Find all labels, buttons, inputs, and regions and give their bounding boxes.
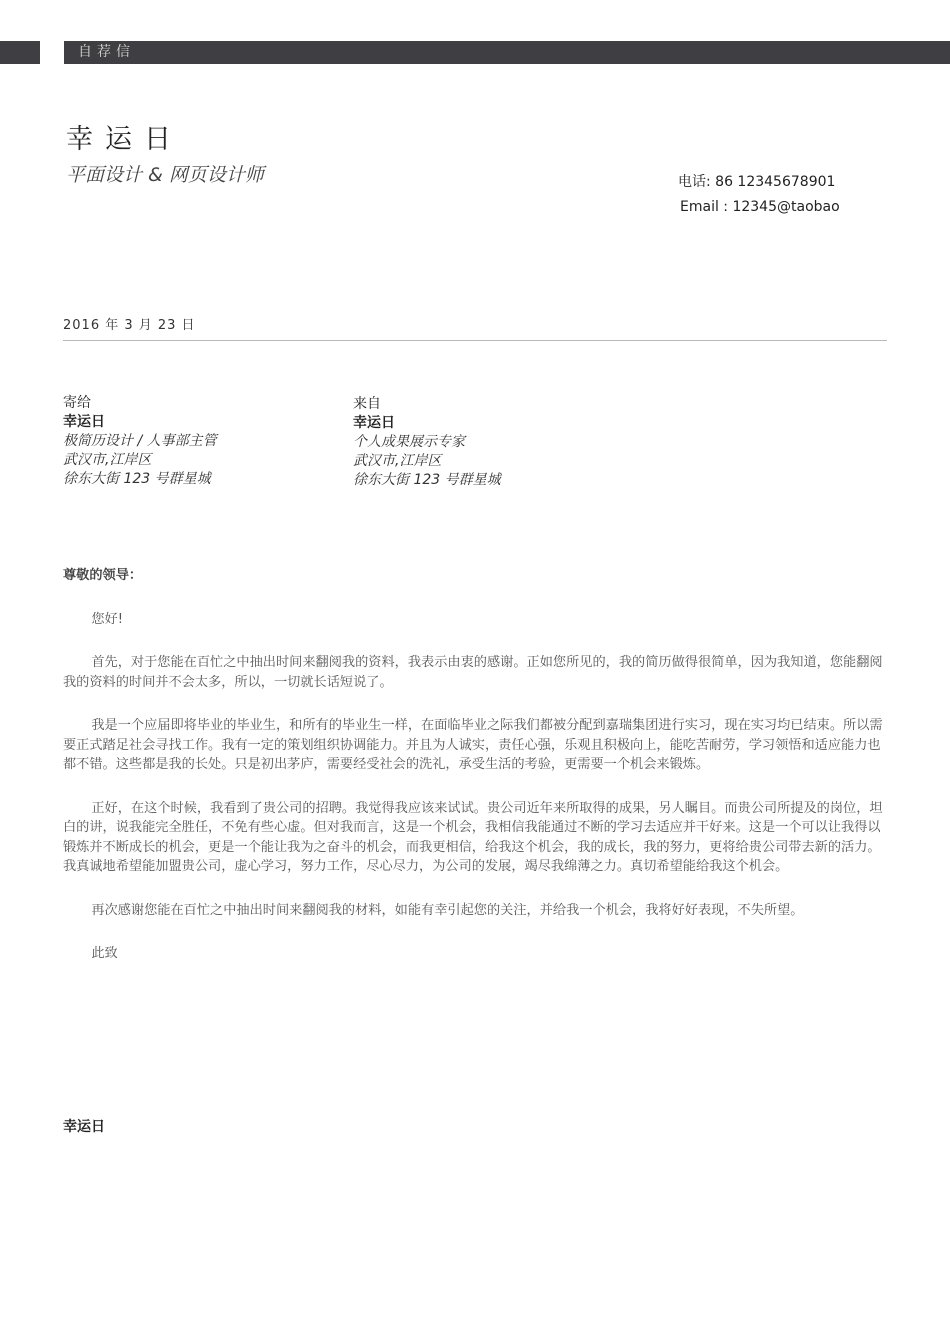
- recipient-city: 武汉市,江岸区: [63, 452, 152, 468]
- header-bar: [64, 41, 950, 64]
- letter-paragraph: 首先，对于您能在百忙之中抽出时间来翻阅我的资料，我表示由衷的感谢。正如您所见的，我的简历做得很简单，因为我知道，您能翻阅我的资料的时间并不会太多，所以，一切就长话短说了。: [63, 655, 883, 690]
- sender-block: [353, 395, 501, 490]
- date-divider: [63, 340, 887, 341]
- recipient-block: [63, 394, 217, 489]
- recipient-label: 寄给: [63, 395, 91, 411]
- recipient-name: 幸运日: [63, 414, 105, 430]
- letter-paragraph: 您好!: [91, 611, 124, 627]
- header-accent-block: [0, 41, 40, 64]
- applicant-name: 幸运日: [66, 124, 183, 155]
- sender-position: 个人成果展示专家: [353, 434, 465, 450]
- letter-body: [63, 566, 883, 964]
- sender-label: 来自: [353, 396, 381, 412]
- letter-signature: 幸运日: [63, 1119, 105, 1135]
- letter-paragraph: 再次感谢您能在百忙之中抽出时间来翻阅我的材料，如能有幸引起您的关注，并给我一个机会，我将好好表现，不失所望。: [91, 902, 804, 918]
- sender-city: 武汉市,江岸区: [353, 453, 442, 469]
- letter-closing: 此致: [91, 946, 118, 961]
- contact-email: Email : 12345@taobao: [680, 199, 840, 215]
- sender-street: 徐东大街 123 号群星城: [353, 472, 501, 488]
- recipient-street: 徐东大街 123 号群星城: [63, 471, 211, 487]
- recipient-position: 极简历设计 / 人事部主管: [63, 433, 217, 449]
- letter-paragraph: 我是一个应届即将毕业的毕业生，和所有的毕业生一样，在面临毕业之际我们都被分配到嘉瑞集团进行实习，现在实习均已结束。所以需要正式踏足社会寻找工作。我有一定的策划组织协调能力。并且为人诚实，责任心强，乐观且积极向上，能吃苦耐劳，学习领悟和适应能力也都不错。这些都是我的长处。只是初出茅庐，需要经受社会的洗礼，承受生活的考验，更需要一个机会来锻炼。: [63, 718, 883, 772]
- letter-paragraph: 正好，在这个时候，我看到了贵公司的招聘。我觉得我应该来试试。贵公司近年来所取得的成果，另人瞩目。而贵公司所提及的岗位，坦白的讲，说我能完全胜任，不免有些心虚。但对我而言，这是一个机会，我相信我能通过不断的学习去适应并干好来。这是一个可以让我得以锻炼并不断成长的机会，更是一个能让我为之奋斗的机会，而我更相信，给我这个机会，我的成长，我的努力，更将给贵公司带去新的活力。我真诚地希望能加盟贵公司，虚心学习，努力工作，尽心尽力，为公司的发展，竭尽我绵薄之力。真切希望能给我这个机会。: [63, 800, 883, 874]
- letter-salutation: 尊敬的领导：: [63, 568, 143, 583]
- contact-block: [678, 170, 840, 220]
- applicant-job-title: 平面设计 & 网页设计师: [66, 164, 264, 186]
- letter-date: 2016 年 3 月 23 日: [63, 318, 196, 333]
- document-title: 自荐信: [78, 44, 135, 60]
- sender-name: 幸运日: [353, 415, 395, 431]
- contact-phone: 电话: 86 12345678901: [678, 174, 836, 190]
